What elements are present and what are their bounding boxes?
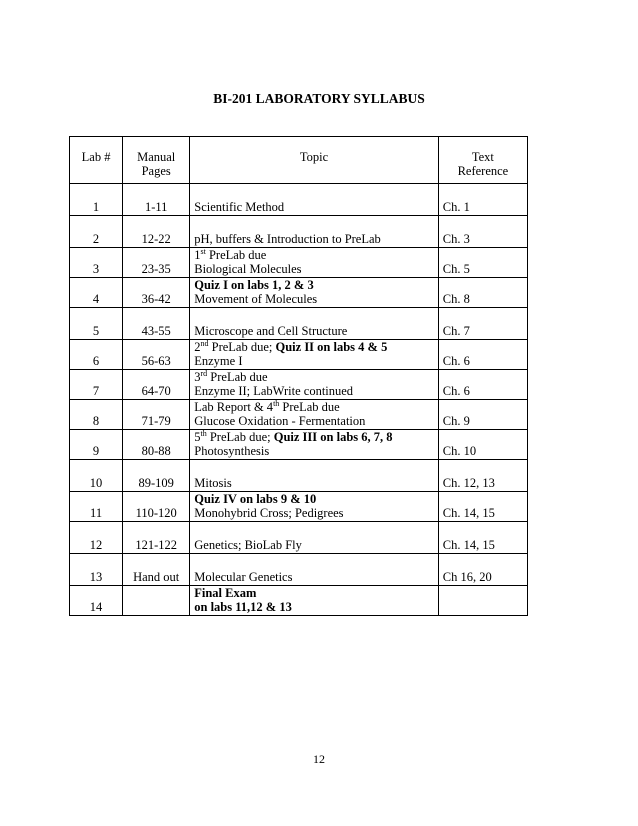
text-reference-cell: Ch. 1 (438, 184, 527, 216)
topic-cell (190, 278, 439, 308)
text-reference-cell: Ch. 3 (438, 216, 527, 248)
topic-line (194, 384, 434, 398)
syllabus-title: BI-201 LABORATORY SYLLABUS (213, 91, 425, 106)
topic-line (194, 292, 434, 306)
topic-line (194, 444, 434, 458)
lab-number-cell: 5 (70, 308, 123, 340)
topic-cell (190, 586, 439, 616)
table-row (70, 216, 528, 248)
table-row (70, 522, 528, 554)
lab-number-cell: 7 (70, 370, 123, 400)
ordinal-suffix: rd (200, 368, 208, 378)
text-reference-cell: Ch. 5 (438, 248, 527, 278)
topic-text: Photosynthesis (194, 444, 270, 458)
text-reference-cell: Ch. 9 (438, 400, 527, 430)
table-row (70, 308, 528, 340)
topic-text: PreLab due (205, 248, 267, 262)
page-number: 12 (313, 752, 325, 766)
manual-pages-cell: 71-79 (123, 400, 190, 430)
topic-cell (190, 184, 439, 216)
topic-cell (190, 430, 439, 460)
topic-cell (190, 308, 439, 340)
manual-pages-cell: 36-42 (123, 278, 190, 308)
header-topic: Topic (190, 137, 439, 184)
topic-text: Movement of Molecules (194, 292, 318, 306)
manual-pages-cell: 64-70 (123, 370, 190, 400)
topic-text: Quiz III on labs 6, 7, 8 (273, 430, 393, 444)
topic-text: pH, buffers & Introduction to PreLab (194, 232, 381, 246)
manual-pages-cell: 23-35 (123, 248, 190, 278)
topic-text: Glucose Oxidation - Fermentation (194, 414, 366, 428)
text-reference-cell: Ch. 7 (438, 308, 527, 340)
topic-cell (190, 400, 439, 430)
table-row (70, 248, 528, 278)
lab-number-cell: 12 (70, 522, 123, 554)
manual-pages-cell: 1-11 (123, 184, 190, 216)
manual-pages-cell: 80-88 (123, 430, 190, 460)
lab-number-cell: 11 (70, 492, 123, 522)
manual-pages-cell: Hand out (123, 554, 190, 586)
manual-pages-cell: 56-63 (123, 340, 190, 370)
manual-pages-cell: 121-122 (123, 522, 190, 554)
lab-number-cell: 13 (70, 554, 123, 586)
topic-cell (190, 248, 439, 278)
topic-text: PreLab due (207, 370, 268, 384)
topic-line (194, 476, 434, 490)
topic-text: Mitosis (194, 476, 232, 490)
topic-text: Quiz II on labs 4 & 5 (275, 340, 388, 354)
topic-text: on labs 11,12 & 13 (194, 600, 292, 614)
lab-number-cell: 10 (70, 460, 123, 492)
topic-line (194, 324, 434, 338)
table-row (70, 430, 528, 460)
table-row (70, 586, 528, 616)
header-text-reference: Text Reference (438, 137, 527, 184)
table-row (70, 460, 528, 492)
manual-pages-cell (123, 586, 190, 616)
topic-cell (190, 460, 439, 492)
topic-line (194, 538, 434, 552)
table-header-row (70, 137, 528, 184)
topic-text: PreLab due; (208, 340, 276, 354)
text-reference-cell (438, 586, 527, 616)
topic-line (194, 414, 434, 428)
topic-line (194, 370, 434, 384)
topic-text: Scientific Method (194, 200, 285, 214)
manual-pages-cell: 12-22 (123, 216, 190, 248)
text-reference-cell: Ch. 12, 13 (438, 460, 527, 492)
topic-text: Lab Report & 4 (194, 400, 274, 414)
topic-text: Biological Molecules (194, 262, 302, 276)
table-row (70, 492, 528, 522)
topic-line (194, 200, 434, 214)
topic-line (194, 262, 434, 276)
lab-number-cell: 3 (70, 248, 123, 278)
topic-cell (190, 216, 439, 248)
topic-text: Enzyme I (194, 354, 243, 368)
topic-line (194, 600, 434, 614)
topic-text: Microscope and Cell Structure (194, 324, 348, 338)
text-reference-cell: Ch. 10 (438, 430, 527, 460)
topic-line (194, 430, 434, 444)
topic-text: 2 (194, 340, 201, 354)
topic-line (194, 586, 434, 600)
text-reference-cell: Ch. 14, 15 (438, 522, 527, 554)
lab-number-cell: 2 (70, 216, 123, 248)
table-row (70, 340, 528, 370)
topic-text: Enzyme II; LabWrite continued (194, 384, 354, 398)
text-reference-cell: Ch. 14, 15 (438, 492, 527, 522)
topic-text: 5 (194, 430, 201, 444)
table-row (70, 400, 528, 430)
topic-cell (190, 340, 439, 370)
topic-text: Monohybrid Cross; Pedigrees (194, 506, 344, 520)
topic-text: PreLab due (279, 400, 340, 414)
ordinal-suffix: nd (200, 338, 209, 348)
topic-line (194, 248, 434, 262)
table-row (70, 184, 528, 216)
manual-pages-cell: 110-120 (123, 492, 190, 522)
header-lab: Lab # (70, 137, 123, 184)
topic-cell (190, 522, 439, 554)
manual-pages-cell: 89-109 (123, 460, 190, 492)
topic-line (194, 354, 434, 368)
ordinal-suffix: st (200, 246, 206, 256)
topic-line (194, 506, 434, 520)
syllabus-table (69, 136, 528, 616)
text-reference-cell: Ch 16, 20 (438, 554, 527, 586)
topic-text: 1 (194, 248, 201, 262)
ordinal-suffix: th (200, 428, 207, 438)
lab-number-cell: 9 (70, 430, 123, 460)
text-reference-cell: Ch. 8 (438, 278, 527, 308)
topic-line (194, 278, 434, 292)
lab-number-cell: 1 (70, 184, 123, 216)
topic-text: Molecular Genetics (194, 570, 293, 584)
topic-text: Quiz I on labs 1, 2 & 3 (194, 278, 314, 292)
topic-text: Genetics; BioLab Fly (194, 538, 302, 552)
header-manual-pages: Manual Pages (123, 137, 190, 184)
topic-line (194, 570, 434, 584)
text-reference-cell: Ch. 6 (438, 370, 527, 400)
manual-pages-cell: 43-55 (123, 308, 190, 340)
topic-cell (190, 492, 439, 522)
lab-number-cell: 14 (70, 586, 123, 616)
topic-cell (190, 554, 439, 586)
ordinal-suffix: th (273, 398, 280, 408)
lab-number-cell: 6 (70, 340, 123, 370)
topic-line (194, 492, 434, 506)
table-row (70, 278, 528, 308)
topic-text: Quiz IV on labs 9 & 10 (194, 492, 317, 506)
lab-number-cell: 4 (70, 278, 123, 308)
topic-line (194, 232, 434, 246)
topic-cell (190, 370, 439, 400)
topic-text: PreLab due; (206, 430, 274, 444)
topic-line (194, 340, 434, 354)
table-row (70, 370, 528, 400)
lab-number-cell: 8 (70, 400, 123, 430)
table-row (70, 554, 528, 586)
topic-text: 3 (194, 370, 201, 384)
topic-line (194, 400, 434, 414)
topic-text: Final Exam (194, 586, 257, 600)
text-reference-cell: Ch. 6 (438, 340, 527, 370)
